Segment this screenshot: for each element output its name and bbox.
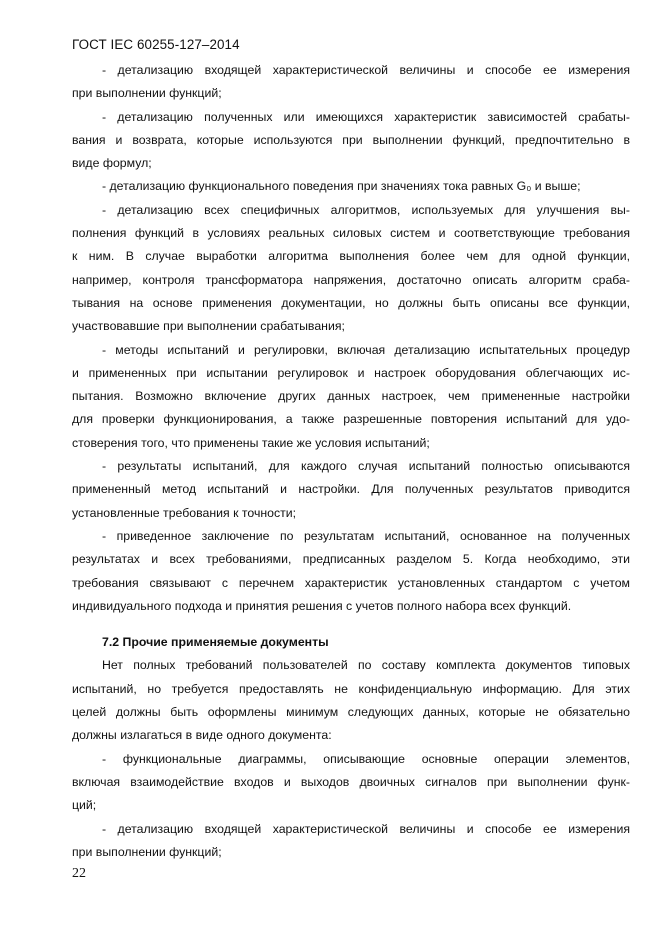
section-gap (72, 618, 630, 631)
text-line: для проверки функционирования, а также разрешенные повторения испытаний для удо- (72, 412, 630, 427)
text-line: к ним. В случае выработки алгоритма выполнения более чем для одной функции, (72, 249, 630, 264)
text-line: требования связывают с перечнем характеристик установленных стандартом с учетом (72, 575, 630, 590)
text-line: например, контроля трансформатора напряжения, достаточно описать алгоритм сраба- (72, 272, 630, 287)
text-line: - результаты испытаний, для каждого случая испытаний полностью описываются (102, 459, 630, 474)
page-number: 22 (72, 866, 86, 881)
text-line: и примененных при испытании регулировок и настроек оборудования облегчающих ис- (72, 365, 630, 380)
text-line: виде формул; (72, 156, 152, 171)
text-line: - приведенное заключение по результатам испытаний, основанное на полученных (102, 528, 630, 543)
text-line: индивидуального подхода и принятия решения с учетов полного набора всех функций. (72, 598, 572, 613)
text-line: включая взаимодействие входов и выходов двоичных сигналов при выполнении функ- (72, 774, 630, 789)
text-line: полнения функций в условиях реальных силовых систем и соответствующие требования (72, 226, 630, 241)
text-line: - детализацию функционального поведения при значениях тока равных G₀ и выше; (102, 179, 581, 194)
document-body (72, 59, 630, 864)
text-line: примененный метод испытаний и настройки. Для полученных результатов приводится (72, 482, 630, 497)
text-line: стоверения того, что применены такие же условия испытаний; (72, 435, 430, 450)
paragraph-block-a (72, 59, 630, 618)
text-line: - детализацию полученных или имеющихся характеристик зависимостей срабаты- (102, 109, 630, 124)
text-line: результатах и всех требованиями, предписанных разделом 5. Когда необходимо, эти (72, 552, 630, 567)
text-line: тывания на основе применения документации, но должны быть описаны все функции, (72, 295, 630, 310)
text-line: установленные требования к точности; (72, 505, 297, 520)
text-line: пытания. Возможно включение других данных настроек, чем примененные настройки (72, 389, 630, 404)
text-line: - методы испытаний и регулировки, включая детализацию испытательных процедур (102, 342, 630, 357)
text-line: - детализацию входящей характеристической величины и способе ее измерения (102, 821, 630, 836)
paragraph-block-b (72, 654, 630, 864)
text-line: при выполнении функций; (72, 86, 222, 101)
text-line: вания и возврата, которые используются при выполнении функций, предпочтительно в (72, 132, 630, 147)
document-header: ГОСТ IEC 60255-127–2014 (72, 37, 240, 52)
section-heading: 7.2 Прочие применяемые документы (102, 635, 329, 650)
text-line: - детализацию всех специфичных алгоритмов, используемых для улучшения вы- (102, 202, 630, 217)
text-line: участвовавшие при выполнении срабатывания; (72, 319, 345, 334)
text-line: - детализацию входящей характеристической величины и способе ее измерения (102, 63, 630, 77)
text-line: - функциональные диаграммы, описывающие основные операции элементов, (102, 751, 630, 766)
text-line: целей должны быть оформлены минимум следующих данных, которые не обязательно (72, 705, 630, 720)
text-line: должны излагаться в виде одного документа: (72, 728, 332, 743)
text-line: при выполнении функций; (72, 844, 222, 859)
text-line: испытаний, но требуется предоставлять не конфиденциальную информацию. Для этих (72, 681, 630, 696)
text-line: Нет полных требований пользователей по составу комплекта документов типовых (102, 658, 630, 673)
text-line: ций; (72, 798, 97, 813)
